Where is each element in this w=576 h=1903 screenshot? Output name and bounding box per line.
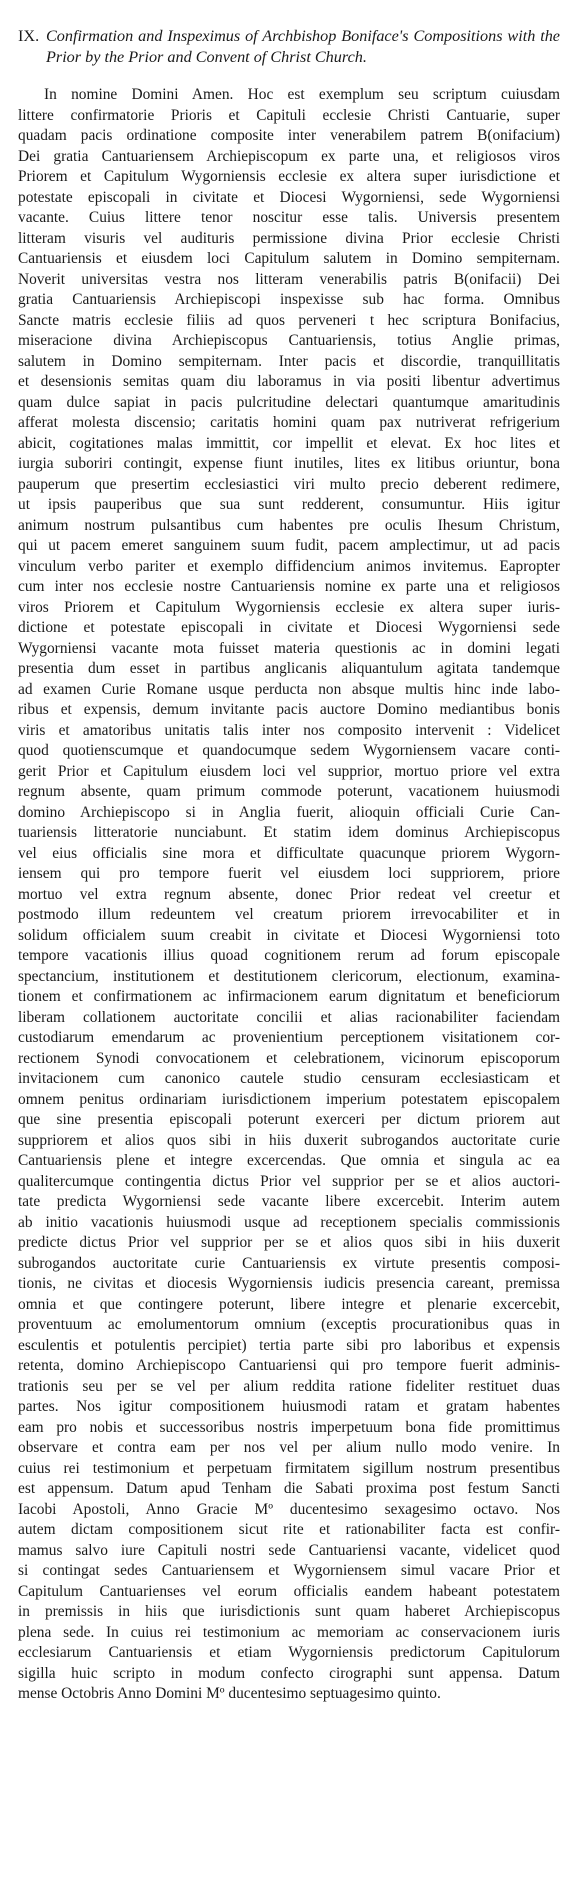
- body-line: littere confirmatorie Prioris et Capituli ecclesie Christi Cantuarie, super: [18, 106, 560, 124]
- body-line: esculentis et potulentis percipiet) tertia parte sibi pro laboribus et expensis: [18, 1336, 560, 1354]
- body-line: gerit Prior et Capitulum eiusdem loci vel supprior, mortuo priore vel extra: [18, 762, 560, 780]
- body-line: vel eius officialis sine mora et difficultate quacunque priorem Wygorn-: [18, 844, 560, 862]
- body-line: retenta, domino Archiepiscopo Cantuariensi qui pro tempore fuerit adminis-: [18, 1357, 560, 1374]
- body-line: observare et contra eam per nos vel per alium nullo modo venire. In: [18, 1439, 560, 1456]
- body-line: solidum officialem suum creabit in civitate et Diocesi Wygorniensi toto: [18, 926, 560, 944]
- body-line: Cantuariensis et eiusdem loci Capitulum salutem in Domino sempiternam.: [18, 250, 560, 267]
- body-line: ecclesiarum Cantuariensis et etiam Wygorniensis predictorum Capitulorum: [18, 1644, 560, 1661]
- body-line: quod quotienscumque et quandocumque sedem Wygorniensem vacare conti-: [18, 742, 560, 759]
- body-line: abicit, cogitationes malas immittit, cor impellit et elevat. Ex hoc lites et: [18, 434, 560, 452]
- body-line: gratia Cantuariensis Archiepiscopi inspexisse sub hac forma. Omnibus: [18, 291, 560, 308]
- body-line: cuius rei testimonium et perpetuam firmitatem sigillum nostrum presentibus: [18, 1459, 560, 1477]
- body-line: qualitercumque contingentia dictus Prior vel supprior per se et alios auctori-: [18, 1172, 560, 1190]
- body-line: ut ipsis pauperibus que sua sunt redderent, consumuntur. Hiis igitur: [18, 496, 560, 513]
- body-line: mense Octobris Anno Domini Mº ducentesimo septuagesimo quinto.: [18, 1685, 441, 1702]
- body-line: tionem et confirmationem ac infirmacionem earum dignitatum et beneficiorum: [18, 988, 560, 1005]
- body-line: presentia dum esset in partibus anglicanis aliquantulum agitata tandemque: [18, 660, 560, 677]
- body-line: Noverit universitas vestra nos litteram venerabilis patris B(onifacii) Dei: [18, 270, 560, 288]
- body-line: sigilla huic scripto in modum confecto cirographi sunt appensa. Datum: [18, 1664, 560, 1682]
- body-line: In nomine Domini Amen. Hoc est exemplum seu scriptum cuiusdam: [44, 86, 560, 103]
- body-line: custodiarum emendarum ac provenientium perceptionem visitationem cor-: [18, 1029, 560, 1046]
- document-heading: [18, 26, 560, 67]
- section-number: IX.: [18, 27, 40, 45]
- body-line: iurgia suboriri contingit, expense fiunt inutiles, lites ex litibus oriuntur, bona: [18, 455, 560, 472]
- body-line: Wygorniensi vacante mota fuisset materia questionis ac in domini legati: [18, 639, 560, 657]
- body-line: est appensum. Datum apud Tenham die Sabati proxima post festum Sancti: [18, 1480, 560, 1497]
- body-line: et desensionis semitas quam diu laboramus in via positi libentur advertimus: [18, 373, 560, 390]
- body-line: spectancium, institutionem et destitutionem clericorum, electionum, examina-: [18, 967, 560, 985]
- body-line: cum inter nos ecclesie nostre Cantuariensis nomine ex parte una et religiosos: [18, 578, 560, 595]
- body-line: tuariensis litteratorie nunciabunt. Et statim idem dominus Archiepiscopus: [18, 824, 560, 841]
- body-line: mortuo vel extra regnum absente, donec Prior redeat vel creetur et: [18, 885, 560, 903]
- body-line: omnem penitus ordinariam iurisdictionem imperium potestatem episcopalem: [18, 1090, 560, 1108]
- body-line: plena sede. In cuius rei testimonium ac memoriam ac conservacionem iuris: [18, 1623, 560, 1641]
- body-line: que sine presentia episcopali poterunt exerceri per dictum priorem aut: [18, 1111, 560, 1128]
- body-line: autem dictam compositionem sicut rite et rationabiliter facta est confir-: [18, 1521, 560, 1538]
- body-line: vinculum verbo pariter et exemplo diffidencium animos invitemus. Eapropter: [18, 557, 560, 575]
- body-line: tate predicta Wygorniensi sede vacante libere excercebit. Interim autem: [18, 1193, 560, 1210]
- document-body: [18, 85, 560, 1705]
- document-title: Confirmation and Inspeximus of Archbishop Boniface's Compositions with the Prior by the Prior and Convent of Christ Church.: [46, 27, 560, 66]
- body-line: quadam pacis ordinatione composite inter venerabilem patrem B(onifacium): [18, 127, 560, 144]
- body-line: Capitulum Cantuarienses vel eorum officialis eandem habeant potestatem: [18, 1582, 560, 1600]
- body-line: postmodo illum redeuntem vel creatum priorem irrevocabiliter et in: [18, 906, 560, 923]
- body-line: Sancte matris ecclesie filiis ad quos perveneri t hec scriptura Bonifacius,: [18, 311, 560, 329]
- body-line: eam pro nobis et successoribus nostris imperpetuum bona fide promittimus: [18, 1418, 560, 1436]
- body-line: suppriorem et alios quos sibi in hiis duxerit subrogandos auctoritate curie: [18, 1131, 560, 1149]
- body-line: si contingat sedes Cantuariensem et Wygorniensem simul vacare Prior et: [18, 1562, 560, 1579]
- body-line: Dei gratia Cantuariensem Archiepiscopum ex parte una, et religiosos viros: [18, 147, 560, 165]
- body-line: vacante. Cuius littere tenor noscitur esse talis. Universis presentem: [18, 209, 560, 226]
- body-line: Cantuariensis plene et integre excercendas. Que omnia et singula ac ea: [18, 1152, 560, 1169]
- body-line: tempore vacationis illius quoad cognitionem rerum ad forum episcopale: [18, 947, 560, 964]
- body-line: omnia et que contingere poterunt, libere integre et plenarie excercebit,: [18, 1295, 560, 1313]
- body-line: partes. Nos igitur compositionem huiusmodi ratam et gratam habentes: [18, 1398, 560, 1415]
- body-line: potestate episcopali in civitate et Diocesi Wygorniensi, sede Wygorniensi: [18, 188, 560, 206]
- body-line: viris et amatoribus unitatis talis inter nos composito intervenit : Videlicet: [18, 721, 560, 739]
- body-line: domino Archiepiscopo si in Anglia fuerit, alioquin officiali Curie Can-: [18, 803, 560, 821]
- body-line: rectionem Synodi convocationem et celebrationem, vicinorum episcoporum: [18, 1049, 560, 1067]
- body-line: tionis, ne civitas et diocesis Wygorniensis iudicis presencia careant, premissa: [18, 1275, 560, 1292]
- body-line: predicte dictus Prior vel supprior per se et alios quos sibi in hiis duxerit: [18, 1234, 560, 1251]
- body-line: litteram visuris vel audituris permissione divina Prior ecclesie Christi: [18, 229, 560, 247]
- body-line: dictione et potestate episcopali in civitate et Diocesi Wygorniensi sede: [18, 619, 560, 636]
- body-line: salutem in Domino sempiternam. Inter pacis et discordie, tranquillitatis: [18, 352, 560, 370]
- body-line: miseracione divina Archiepiscopus Cantuariensis, totius Anglie primas,: [18, 332, 560, 349]
- body-line: proventuum ac emolumentorum omnium (exceptis procurationibus quas in: [18, 1316, 560, 1333]
- body-line: Iacobi Apostoli, Anno Gracie Mº ducentesimo sexagesimo octavo. Nos: [18, 1500, 560, 1518]
- body-line: pauperum que presertim ecclesiastici viri multo precio deberent redimere,: [18, 475, 560, 493]
- body-line: animum nostrum pulsantibus cum habentes pre oculis Ihesum Christum,: [18, 516, 560, 534]
- body-line: in premissis in hiis que iurisdictionis sunt quam haberet Archiepiscopus: [18, 1603, 560, 1620]
- body-line: ad examen Curie Romane usque perducta non absque multis hinc inde labo-: [18, 680, 560, 698]
- body-line: quam dulce sapiat in pacis pulcritudine delectari quantumque amaritudinis: [18, 393, 560, 411]
- body-line: invitacionem cum canonico cautele studio censuram ecclesiasticam et: [18, 1070, 560, 1087]
- body-line: mamus salvo iure Capituli nostri sede Cantuariensi vacante, videlicet quod: [18, 1541, 560, 1559]
- body-line: trationis seu per se vel per alium reddita ratione fideliter restituet duas: [18, 1377, 560, 1395]
- body-line: viros Priorem et Capitulum Wygorniensis ecclesie ex altera super iuris-: [18, 598, 560, 616]
- body-line: ribus et expensis, demum invitante pacis auctore Domino mediantibus bonis: [18, 701, 560, 718]
- body-line: qui ut pacem emeret sanguinem suum fudit, pacem amplectimur, ut ad pacis: [18, 537, 560, 554]
- body-line: iensem qui pro tempore fuerit vel eiusdem loci suppriorem, priore: [18, 865, 560, 882]
- body-line: liberam collationem auctoritate concilii et alias racionabiliter faciendam: [18, 1008, 560, 1026]
- body-line: ab initio vacationis huiusmodi usque ad receptionem specialis commissionis: [18, 1213, 560, 1231]
- body-line: Priorem et Capitulum Wygorniensis ecclesie ex altera super iurisdictione et: [18, 168, 560, 185]
- body-line: subrogandos auctoritate curie Cantuariensis ex virtute presentis composi-: [18, 1254, 560, 1272]
- body-line: regnum absente, quam primum commode poterunt, vacationem huiusmodi: [18, 783, 560, 800]
- body-line: afferat molesta discensio; caritatis homini quam pax nutriverat refrigerium: [18, 414, 560, 431]
